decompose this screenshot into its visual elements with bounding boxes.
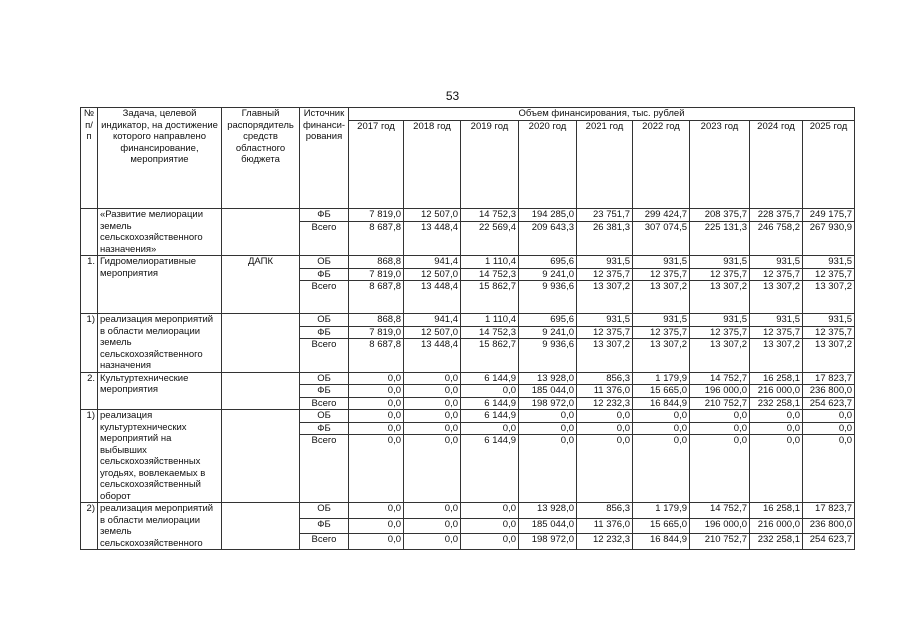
funding-value: 12 507,0 — [404, 268, 461, 281]
row-task: реализация мероприятий в области мелиорации земель сельскохозяйственного — [98, 503, 222, 550]
funding-value: 8 687,8 — [349, 339, 404, 373]
header-task: Задача, целевой индикатор, на достижение которого направлено финансирование, мероприятие — [98, 108, 222, 209]
funding-value: 0,0 — [404, 422, 461, 435]
funding-value: 299 424,7 — [633, 209, 690, 222]
funding-value: 0,0 — [349, 534, 404, 550]
funding-value: 216 000,0 — [750, 385, 803, 398]
funding-value: 0,0 — [404, 518, 461, 534]
funding-value: 931,5 — [633, 314, 690, 327]
funding-value: 0,0 — [461, 385, 519, 398]
funding-value: 254 623,7 — [803, 397, 855, 410]
funding-value: 931,5 — [803, 256, 855, 269]
funding-value: 198 972,0 — [519, 534, 577, 550]
row-manager — [222, 503, 300, 550]
funding-value: 267 930,9 — [803, 221, 855, 256]
table-row — [81, 209, 855, 222]
funding-value: 0,0 — [461, 422, 519, 435]
funding-value: 0,0 — [577, 410, 633, 423]
funding-source: ФБ — [300, 209, 349, 222]
row-task: «Развитие мелиорации земель сельскохозяйственного назначения» — [98, 209, 222, 256]
funding-value: 236 800,0 — [803, 385, 855, 398]
funding-value: 14 752,3 — [461, 268, 519, 281]
funding-value: 0,0 — [349, 518, 404, 534]
funding-value: 0,0 — [461, 518, 519, 534]
funding-value: 868,8 — [349, 314, 404, 327]
funding-value: 0,0 — [404, 435, 461, 503]
funding-value: 941,4 — [404, 256, 461, 269]
funding-value: 8 687,8 — [349, 221, 404, 256]
funding-value: 8 687,8 — [349, 281, 404, 314]
funding-value: 14 752,3 — [461, 209, 519, 222]
funding-value: 0,0 — [750, 410, 803, 423]
funding-value: 1 110,4 — [461, 256, 519, 269]
funding-value: 12 375,7 — [750, 326, 803, 339]
row-task: Культуртехнические мероприятия — [98, 372, 222, 410]
funding-value: 12 375,7 — [577, 326, 633, 339]
header-year: 2019 год — [461, 120, 519, 209]
funding-value: 0,0 — [690, 435, 750, 503]
funding-value: 16 258,1 — [750, 503, 803, 519]
row-manager — [222, 410, 300, 503]
funding-value: 0,0 — [633, 422, 690, 435]
funding-value: 208 375,7 — [690, 209, 750, 222]
funding-value: 695,6 — [519, 256, 577, 269]
header-year: 2023 год — [690, 120, 750, 209]
row-task: реализация культуртехнических мероприятий на выбывших сельскохозяйственных угодьях, вовлекаемых в сельскохозяйственный оборот — [98, 410, 222, 503]
funding-value: 210 752,7 — [690, 397, 750, 410]
row-number: 2) — [81, 503, 98, 550]
funding-value: 12 375,7 — [803, 326, 855, 339]
funding-value: 695,6 — [519, 314, 577, 327]
funding-value: 12 507,0 — [404, 326, 461, 339]
funding-value: 13 448,4 — [404, 339, 461, 373]
funding-value: 16 844,9 — [633, 397, 690, 410]
funding-value: 12 375,7 — [690, 268, 750, 281]
funding-value: 9 936,6 — [519, 339, 577, 373]
funding-value: 246 758,2 — [750, 221, 803, 256]
funding-value: 13 448,4 — [404, 281, 461, 314]
funding-value: 6 144,9 — [461, 372, 519, 385]
funding-value: 23 751,7 — [577, 209, 633, 222]
funding-value: 13 307,2 — [750, 281, 803, 314]
funding-value: 856,3 — [577, 372, 633, 385]
funding-value: 0,0 — [349, 372, 404, 385]
funding-value: 0,0 — [349, 422, 404, 435]
funding-source: Всего — [300, 221, 349, 256]
funding-value: 0,0 — [633, 435, 690, 503]
header-manager: Главный распорядитель средств областного бюджета — [222, 108, 300, 209]
funding-value: 12 375,7 — [633, 326, 690, 339]
funding-source: ФБ — [300, 385, 349, 398]
funding-value: 0,0 — [404, 410, 461, 423]
funding-source: Всего — [300, 534, 349, 550]
funding-value: 12 375,7 — [577, 268, 633, 281]
funding-value: 26 381,3 — [577, 221, 633, 256]
funding-value: 0,0 — [519, 435, 577, 503]
funding-value: 0,0 — [577, 435, 633, 503]
funding-value: 13 928,0 — [519, 372, 577, 385]
funding-source: Всего — [300, 397, 349, 410]
row-number: 1) — [81, 410, 98, 503]
funding-value: 6 144,9 — [461, 435, 519, 503]
funding-value: 0,0 — [690, 410, 750, 423]
funding-value: 14 752,7 — [690, 503, 750, 519]
funding-value: 0,0 — [349, 435, 404, 503]
funding-value: 17 823,7 — [803, 372, 855, 385]
funding-value: 9 241,0 — [519, 268, 577, 281]
funding-value: 194 285,0 — [519, 209, 577, 222]
funding-value: 868,8 — [349, 256, 404, 269]
funding-table — [80, 107, 855, 550]
funding-value: 210 752,7 — [690, 534, 750, 550]
funding-value: 931,5 — [577, 256, 633, 269]
row-manager: ДАПК — [222, 256, 300, 314]
funding-source: ФБ — [300, 326, 349, 339]
funding-value: 16 844,9 — [633, 534, 690, 550]
funding-value: 12 232,3 — [577, 397, 633, 410]
header-year: 2018 год — [404, 120, 461, 209]
funding-value: 0,0 — [404, 534, 461, 550]
funding-value: 13 307,2 — [803, 339, 855, 373]
funding-value: 232 258,1 — [750, 397, 803, 410]
funding-value: 13 307,2 — [633, 281, 690, 314]
funding-value: 14 752,7 — [690, 372, 750, 385]
row-number: 2. — [81, 372, 98, 410]
row-number — [81, 209, 98, 256]
page-number: 53 — [445, 89, 460, 103]
funding-source: Всего — [300, 339, 349, 373]
funding-value: 931,5 — [633, 256, 690, 269]
funding-value: 7 819,0 — [349, 326, 404, 339]
table-row — [81, 314, 855, 327]
row-number: 1) — [81, 314, 98, 373]
funding-value: 6 144,9 — [461, 410, 519, 423]
funding-source: ОБ — [300, 314, 349, 327]
header-year: 2017 год — [349, 120, 404, 209]
funding-value: 13 307,2 — [690, 339, 750, 373]
funding-value: 1 179,9 — [633, 503, 690, 519]
funding-value: 0,0 — [690, 422, 750, 435]
funding-value: 13 448,4 — [404, 221, 461, 256]
funding-value: 0,0 — [803, 422, 855, 435]
funding-value: 931,5 — [750, 314, 803, 327]
funding-value: 196 000,0 — [690, 385, 750, 398]
funding-value: 0,0 — [349, 410, 404, 423]
funding-value: 13 928,0 — [519, 503, 577, 519]
header-year: 2020 год — [519, 120, 577, 209]
funding-value: 0,0 — [519, 422, 577, 435]
funding-value: 16 258,1 — [750, 372, 803, 385]
funding-source: Всего — [300, 281, 349, 314]
funding-value: 13 307,2 — [577, 281, 633, 314]
funding-value: 6 144,9 — [461, 397, 519, 410]
header-year: 2022 год — [633, 120, 690, 209]
funding-value: 0,0 — [349, 397, 404, 410]
funding-value: 185 044,0 — [519, 385, 577, 398]
table-row — [81, 256, 855, 269]
funding-source: ОБ — [300, 372, 349, 385]
funding-source: ФБ — [300, 422, 349, 435]
funding-value: 254 623,7 — [803, 534, 855, 550]
funding-value: 7 819,0 — [349, 209, 404, 222]
funding-value: 198 972,0 — [519, 397, 577, 410]
table-row — [81, 372, 855, 385]
table-row — [81, 503, 855, 519]
funding-value: 0,0 — [633, 410, 690, 423]
funding-value: 14 752,3 — [461, 326, 519, 339]
funding-value: 15 862,7 — [461, 339, 519, 373]
funding-value: 0,0 — [750, 435, 803, 503]
funding-value: 11 376,0 — [577, 518, 633, 534]
row-task: реализация мероприятий в области мелиорации земель сельскохозяйственного назначения — [98, 314, 222, 373]
funding-value: 15 862,7 — [461, 281, 519, 314]
funding-value: 0,0 — [349, 385, 404, 398]
funding-value: 196 000,0 — [690, 518, 750, 534]
funding-value: 0,0 — [750, 422, 803, 435]
funding-value: 0,0 — [519, 410, 577, 423]
funding-value: 17 823,7 — [803, 503, 855, 519]
funding-value: 15 665,0 — [633, 385, 690, 398]
funding-source: ОБ — [300, 410, 349, 423]
funding-value: 931,5 — [803, 314, 855, 327]
funding-value: 11 376,0 — [577, 385, 633, 398]
funding-value: 0,0 — [461, 503, 519, 519]
row-manager — [222, 314, 300, 373]
funding-source: ФБ — [300, 268, 349, 281]
funding-value: 15 665,0 — [633, 518, 690, 534]
funding-value: 0,0 — [404, 397, 461, 410]
table-row — [81, 410, 855, 423]
header-year: 2021 год — [577, 120, 633, 209]
funding-value: 0,0 — [404, 385, 461, 398]
funding-value: 1 110,4 — [461, 314, 519, 327]
funding-source: ОБ — [300, 256, 349, 269]
funding-value: 12 232,3 — [577, 534, 633, 550]
funding-source: ФБ — [300, 518, 349, 534]
funding-value: 13 307,2 — [690, 281, 750, 314]
funding-value: 12 375,7 — [633, 268, 690, 281]
funding-value: 856,3 — [577, 503, 633, 519]
funding-value: 307 074,5 — [633, 221, 690, 256]
funding-value: 185 044,0 — [519, 518, 577, 534]
header-year: 2024 год — [750, 120, 803, 209]
funding-value: 0,0 — [404, 503, 461, 519]
row-manager — [222, 209, 300, 256]
funding-value: 12 375,7 — [690, 326, 750, 339]
funding-value: 13 307,2 — [633, 339, 690, 373]
funding-value: 13 307,2 — [750, 339, 803, 373]
funding-value: 216 000,0 — [750, 518, 803, 534]
row-task: Гидромелиоративные мероприятия — [98, 256, 222, 314]
header-funding-title: Объем финансирования, тыс. рублей — [349, 108, 855, 121]
funding-value: 249 175,7 — [803, 209, 855, 222]
row-manager — [222, 372, 300, 410]
funding-value: 232 258,1 — [750, 534, 803, 550]
funding-value: 931,5 — [690, 314, 750, 327]
funding-value: 0,0 — [577, 422, 633, 435]
funding-value: 931,5 — [750, 256, 803, 269]
funding-value: 13 307,2 — [577, 339, 633, 373]
funding-value: 236 800,0 — [803, 518, 855, 534]
funding-value: 0,0 — [461, 534, 519, 550]
funding-value: 0,0 — [803, 435, 855, 503]
funding-value: 7 819,0 — [349, 268, 404, 281]
funding-value: 931,5 — [577, 314, 633, 327]
funding-value: 941,4 — [404, 314, 461, 327]
funding-value: 225 131,3 — [690, 221, 750, 256]
funding-value: 22 569,4 — [461, 221, 519, 256]
funding-value: 228 375,7 — [750, 209, 803, 222]
funding-value: 12 375,7 — [750, 268, 803, 281]
header-source: Источник финанси-рования — [300, 108, 349, 209]
funding-value: 12 375,7 — [803, 268, 855, 281]
funding-value: 9 936,6 — [519, 281, 577, 314]
funding-value: 1 179,9 — [633, 372, 690, 385]
funding-source: ОБ — [300, 503, 349, 519]
funding-value: 9 241,0 — [519, 326, 577, 339]
funding-value: 13 307,2 — [803, 281, 855, 314]
funding-value: 12 507,0 — [404, 209, 461, 222]
funding-source: Всего — [300, 435, 349, 503]
header-num: № п/п — [81, 108, 98, 209]
funding-value: 0,0 — [803, 410, 855, 423]
funding-value: 931,5 — [690, 256, 750, 269]
funding-value: 0,0 — [404, 372, 461, 385]
funding-value: 0,0 — [349, 503, 404, 519]
header-year: 2025 год — [803, 120, 855, 209]
row-number: 1. — [81, 256, 98, 314]
funding-value: 209 643,3 — [519, 221, 577, 256]
